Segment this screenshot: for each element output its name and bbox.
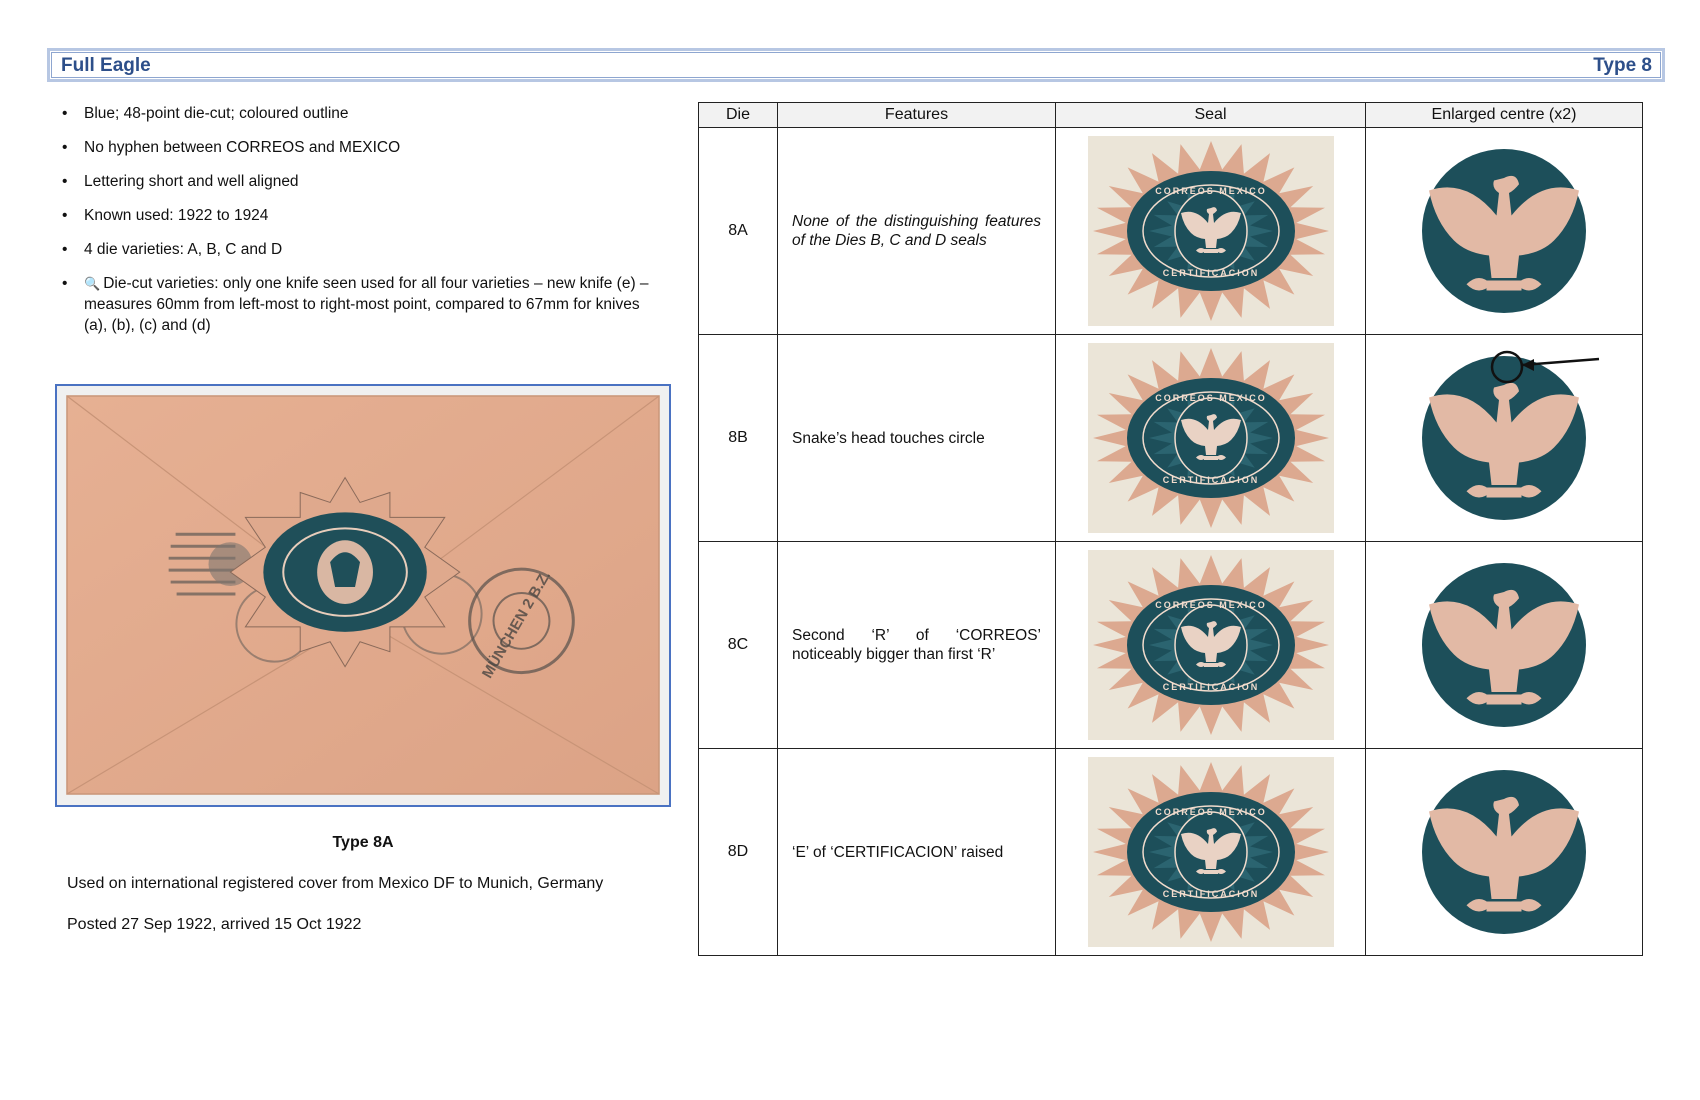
cover-caption-route: Used on international registered cover from Mexico DF to Munich, Germany [67,875,604,892]
seal-text-top: CORREOS MEXICO [1154,807,1267,817]
header-die: Die [699,103,778,128]
enlarged-centre-image [1394,757,1614,947]
cover-image [55,384,671,807]
cover-caption-dates: Posted 27 Sep 1922, arrived 15 Oct 1922 [67,916,362,933]
seal-text-top: CORREOS MEXICO [1154,393,1267,403]
type-label: Type 8 [1593,55,1652,76]
seal-image [1088,757,1334,947]
seal-image [1088,136,1334,326]
table-row [699,542,1643,749]
feature-item: • 🔍 Die-cut varieties: only one knife seen used for all four varieties – new knife (e) – measures 60mm from left-most to right-most point, compared to 67mm for knives (a), (b), (c) and (d) [62,273,662,336]
seal-text-bottom: CERTIFICACION [1162,682,1259,692]
feature-item: • 4 die varieties: A, B, C and D [62,239,662,260]
seal-text-bottom: CERTIFICACION [1162,889,1259,899]
die-features: Second ‘R’ of ‘CORREOS’ noticeably bigger than first ‘R’ [778,542,1056,749]
die-id: 8A [699,128,778,335]
feature-item: • Blue; 48-point die-cut; coloured outline [62,103,662,124]
header-features: Features [778,103,1056,128]
magnifier-icon: 🔍 [84,276,101,291]
die-features: ‘E’ of ‘CERTIFICACION’ raised [778,749,1056,956]
seal-text-top: CORREOS MEXICO [1154,600,1267,610]
feature-item: • Lettering short and well aligned [62,171,662,192]
seal-text-bottom: CERTIFICACION [1162,268,1259,278]
feature-item: • No hyphen between CORREOS and MEXICO [62,137,662,158]
header-enlarged-centre: Enlarged centre (x2) [1366,103,1643,128]
enlarged-centre-image [1394,343,1614,533]
postmark-text: MÜNCHEN 2 B.Z. [478,567,555,682]
table-row [699,335,1643,542]
enlarged-centre-image [1394,550,1614,740]
die-table [698,102,1643,956]
seal-text-top: CORREOS MEXICO [1154,186,1267,196]
table-row [699,128,1643,335]
die-id: 8B [699,335,778,542]
die-features: None of the distinguishing features of the Dies B, C and D seals [778,128,1056,335]
feature-item: • Known used: 1922 to 1924 [62,205,662,226]
enlarged-centre-image [1394,136,1614,326]
table-row [699,749,1643,956]
feature-list [62,103,662,349]
seal-image [1088,343,1334,533]
page-header [47,48,1665,82]
die-id: 8C [699,542,778,749]
cover-caption-title: Type 8A [332,834,394,851]
die-id: 8D [699,749,778,956]
seal-text-bottom: CERTIFICACION [1162,475,1259,485]
die-features: Snake’s head touches circle [778,335,1056,542]
page-title: Full Eagle [61,55,151,76]
seal-image [1088,550,1334,740]
header-seal: Seal [1056,103,1366,128]
